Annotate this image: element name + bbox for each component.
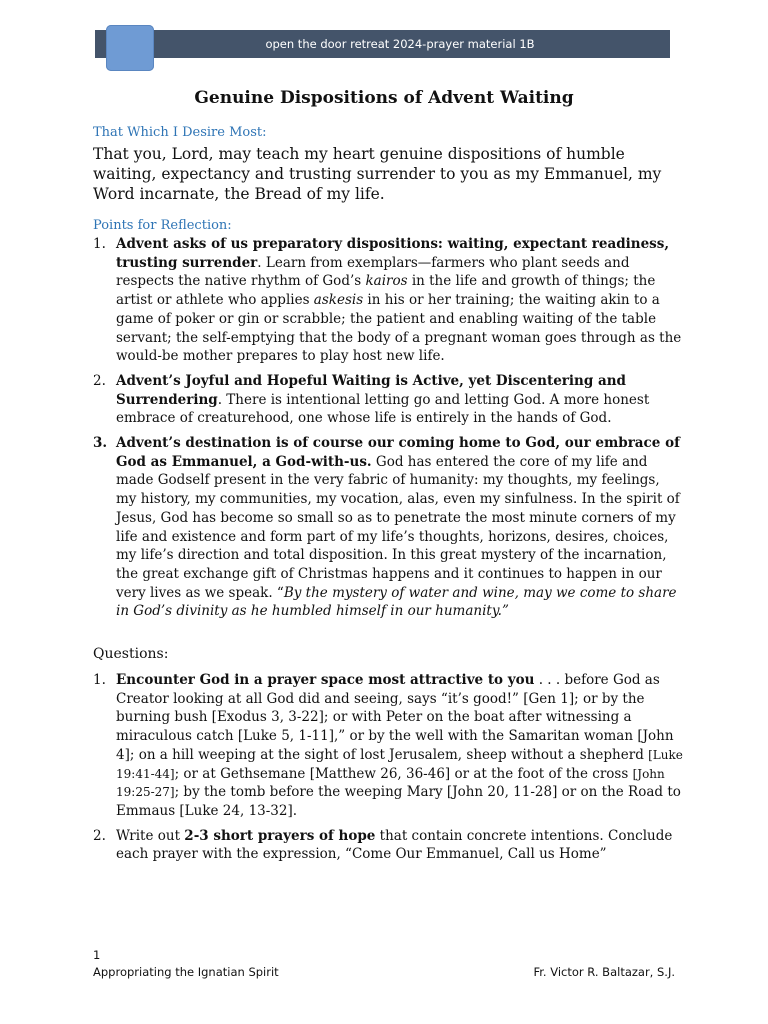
point-heading: Advent’s Joyful and Hopeful Waiting is Active, yet Discentering and Surrendering: [116, 372, 626, 408]
point-heading: Advent’s destination is of course our coming home to God, our embrace of God as Emmanuel, a God-with-us.: [116, 435, 680, 470]
point-text: God has entered the core of my life and made Godself present in the very fabric of humanity: my thoughts, my feelings, my history, my communities, my vocation, alas, even my sinfulness. In the spirit of Jesus, God has become so small so as to penetrate the most minute corners of my life and existence and form part of my life’s thoughts, horizons, desires, choices, my life’s direction and total disposition. In this great mystery of the incarnation, the great exchange gift of Christmas happens and it continues to happen in our very lives as we speak. “: [116, 453, 680, 601]
point-italic-quote: By the mystery of water and wine, may we come to share in God’s divinity as he humbled himself in our humanity.: [116, 584, 677, 620]
footer-title: Appropriating the Ignatian Spirit: [93, 965, 279, 979]
reflection-points-list: [93, 235, 683, 627]
list-number: 1.: [93, 236, 106, 252]
header-text: open the door retreat 2024-prayer material 1B: [265, 37, 535, 51]
question-text: ; by the tomb before the weeping Mary [John 20, 11-28] or on the Road to Emmaus [Luke 24, 13-32].: [116, 784, 681, 819]
point-italic-term: kairos: [365, 273, 408, 290]
reflection-point-3: [93, 434, 683, 621]
point-text: in the life and growth of things; the artist or athlete who applies: [116, 273, 656, 309]
list-number: 3.: [93, 435, 108, 452]
footer-author: Fr. Victor R. Baltazar, S.J.: [533, 965, 675, 979]
question-text: Write out: [116, 827, 185, 844]
reflection-point-1: [93, 235, 683, 366]
list-number: 1.: [93, 672, 106, 688]
question-2: [93, 827, 683, 864]
question-text: that contain concrete intentions. Conclude each prayer with the expression, “Come Our Emmanuel, Call us Home”: [116, 827, 673, 863]
page-number: 1: [93, 948, 101, 962]
list-number: 2.: [93, 827, 106, 844]
reflection-point-2: [93, 372, 683, 428]
questions-list: [93, 671, 683, 870]
question-text: . . . before God as Creator looking at all God did and seeing, says “it’s good!” [Gen 1]; or by the burning bush [Exodus 3, 3-22]; or with Peter on the boat after witnessing a miraculous catch [Luke 5, 1-11],” or by the well with the Samaritan woman [John 4]; on a hill weeping at the sight of lost Jerusalem, sheep without a shepherd: [116, 672, 674, 763]
list-number: 2.: [93, 372, 106, 389]
point-heading: Advent asks of us preparatory dispositions: waiting, expectant readiness, trusting surrender: [116, 236, 670, 271]
point-text: ”: [501, 603, 509, 620]
points-label: Points for Reflection:: [93, 218, 232, 233]
desire-text: That you, Lord, may teach my heart genuine dispositions of humble waiting, expectancy and trusting surrender to you as my Emmanuel, my Word incarnate, the Bread of my life.: [93, 145, 662, 203]
scripture-reference: [Luke 19:41-44]: [116, 747, 683, 781]
question-heading: 2-3 short prayers of hope: [184, 827, 376, 844]
question-heading: Encounter God in a prayer space most attractive to you: [116, 672, 535, 688]
page-title: Genuine Dispositions of Advent Waiting: [194, 88, 574, 108]
question-text: ; or at Gethsemane [Matthew 26, 36-46] or at the foot of the cross: [174, 765, 633, 782]
point-italic-term: askesis: [313, 292, 364, 309]
point-text: in his or her training; the waiting akin to a game of poker or gin or scrabble; the patient and enabling waiting of the table servant; the self-emptying that the body of a pregnant woman goes through as the would-be mother prepares to play host new life.: [116, 292, 682, 365]
scripture-reference: [John 19:25-27]: [116, 766, 665, 800]
point-text: . There is intentional letting go and letting God. A more honest embrace of creaturehood, one whose life is entirely in the hands of God.: [116, 391, 650, 427]
desire-label: That Which I Desire Most:: [93, 125, 267, 140]
questions-label: Questions:: [93, 646, 169, 662]
point-text: . Learn from exemplars—farmers who plant seeds and respects the native rhythm of God’s: [116, 254, 630, 290]
question-1: [93, 671, 683, 821]
header-square-decoration: [106, 25, 154, 71]
